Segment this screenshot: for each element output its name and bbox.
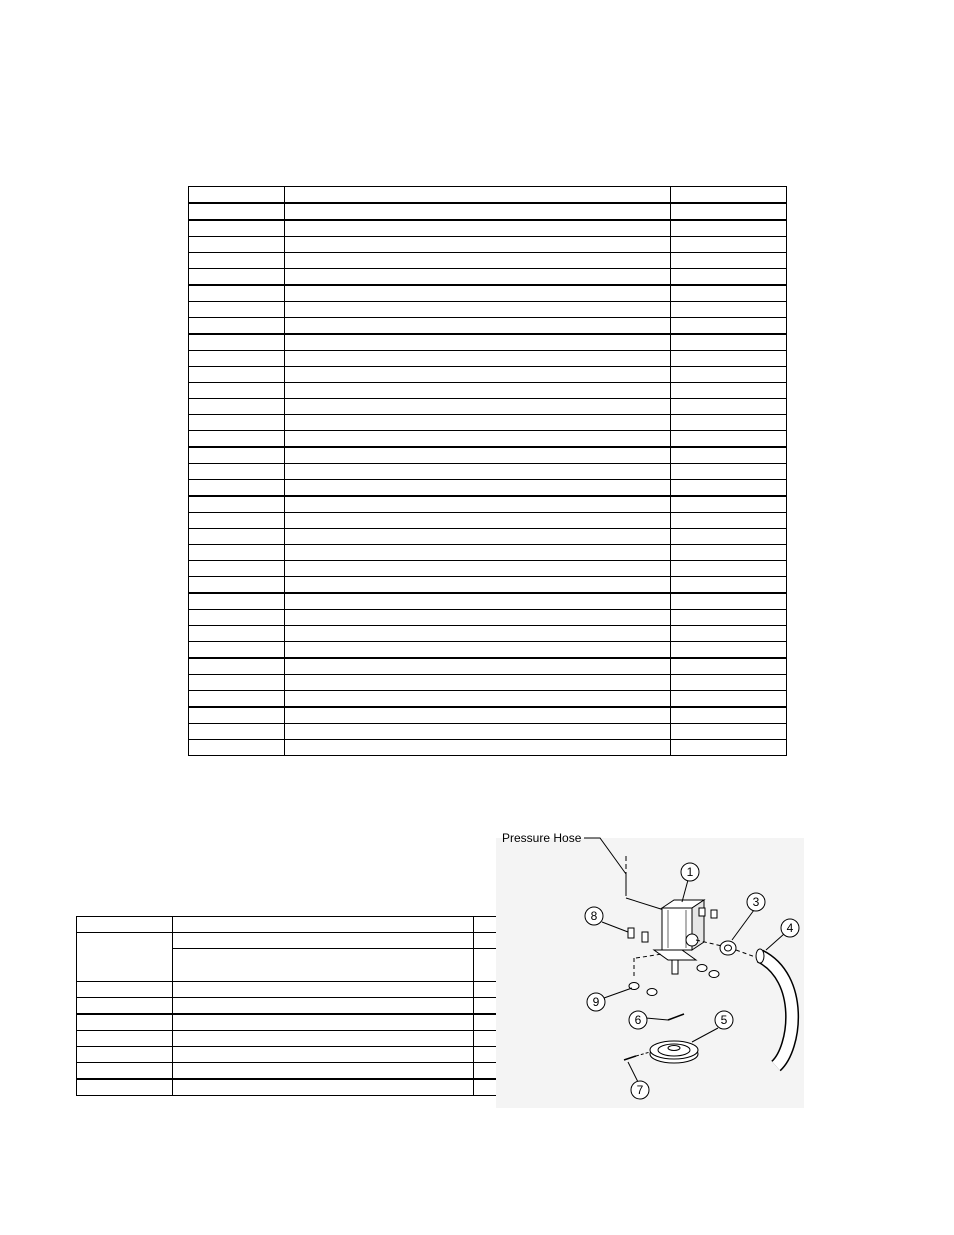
table-cell (77, 917, 173, 933)
table-cell (671, 187, 787, 204)
table-cell (189, 577, 285, 594)
table-cell (285, 318, 671, 335)
table-cell (189, 203, 285, 220)
table-cell (671, 367, 787, 383)
table-cell (189, 658, 285, 675)
table-cell (671, 642, 787, 659)
table-cell (671, 431, 787, 448)
table-cell (173, 1014, 474, 1031)
table-cell (671, 253, 787, 269)
table-row (189, 237, 787, 253)
table-row (189, 367, 787, 383)
table-cell (189, 367, 285, 383)
table-cell (671, 740, 787, 756)
parts-list-table (188, 186, 787, 756)
table-row (189, 431, 787, 448)
table-cell (671, 285, 787, 302)
table-cell (285, 203, 671, 220)
table-cell (671, 707, 787, 724)
table-cell (189, 334, 285, 351)
table-cell (189, 593, 285, 610)
table-row (189, 415, 787, 431)
table-cell (189, 237, 285, 253)
table-cell (189, 675, 285, 691)
table-cell (189, 642, 285, 659)
table-cell (285, 302, 671, 318)
table-cell (285, 285, 671, 302)
svg-text:1: 1 (686, 865, 694, 879)
table-cell (671, 203, 787, 220)
table-cell (77, 1079, 173, 1096)
table-row (189, 593, 787, 610)
table-row (189, 642, 787, 659)
pulley (650, 1041, 698, 1063)
table-cell (77, 1014, 173, 1031)
table-cell (189, 496, 285, 513)
table-row (189, 383, 787, 399)
table-cell (671, 545, 787, 561)
table-cell (173, 1031, 474, 1047)
table-cell (285, 675, 671, 691)
table-cell (77, 1047, 173, 1063)
table-cell (173, 998, 474, 1015)
table-row (189, 529, 787, 545)
table-cell (285, 399, 671, 415)
table-cell (189, 285, 285, 302)
table-cell (285, 187, 671, 204)
svg-text:5: 5 (720, 1013, 728, 1027)
table-cell (189, 610, 285, 626)
table-cell (173, 949, 474, 982)
callout-3 (747, 893, 765, 911)
table-cell (173, 1079, 474, 1096)
table-cell (671, 513, 787, 529)
table-row (189, 561, 787, 577)
hose-fitting (720, 941, 736, 955)
table-cell (189, 513, 285, 529)
table-cell (285, 707, 671, 724)
table-cell (77, 1063, 173, 1080)
table-cell (671, 529, 787, 545)
table-row (189, 285, 787, 302)
table-row (189, 691, 787, 708)
table-cell (189, 220, 285, 237)
table-cell (189, 253, 285, 269)
table-cell (189, 415, 285, 431)
table-cell (189, 545, 285, 561)
table-row (189, 496, 787, 513)
table-cell (189, 318, 285, 335)
svg-text:9: 9 (592, 995, 600, 1009)
table-cell (77, 933, 173, 982)
svg-text:8: 8 (590, 909, 598, 923)
table-cell (285, 253, 671, 269)
table-cell (285, 691, 671, 708)
table-cell (189, 302, 285, 318)
table-cell (189, 431, 285, 448)
table-cell (671, 318, 787, 335)
svg-text:4: 4 (786, 921, 794, 935)
table-cell (285, 220, 671, 237)
table-cell (285, 593, 671, 610)
table-cell (671, 302, 787, 318)
callout-5 (715, 1011, 733, 1029)
table-cell (671, 447, 787, 464)
table-cell (77, 982, 173, 998)
table-cell (285, 447, 671, 464)
table-cell (285, 269, 671, 286)
table-cell (189, 383, 285, 399)
table-cell (285, 383, 671, 399)
table-cell (285, 626, 671, 642)
diagram-background (496, 838, 804, 1108)
table-cell (285, 480, 671, 497)
table-row (189, 187, 787, 204)
pump-exploded-diagram (496, 828, 804, 1108)
table-cell (285, 513, 671, 529)
table-row (189, 610, 787, 626)
table-row (189, 740, 787, 756)
table-cell (671, 626, 787, 642)
table-cell (671, 415, 787, 431)
table-cell (189, 740, 285, 756)
svg-text:6: 6 (634, 1013, 642, 1027)
table-cell (671, 464, 787, 480)
table-cell (285, 724, 671, 740)
table-cell (189, 691, 285, 708)
table-cell (285, 610, 671, 626)
callout-8 (585, 907, 603, 925)
table-cell (671, 383, 787, 399)
callout-9 (587, 993, 605, 1011)
table-cell (189, 399, 285, 415)
table-cell (671, 351, 787, 367)
table-cell (285, 642, 671, 659)
table-cell (671, 480, 787, 497)
table-cell (285, 529, 671, 545)
table-cell (285, 545, 671, 561)
table-cell (671, 724, 787, 740)
table-row (189, 707, 787, 724)
table-cell (173, 1063, 474, 1080)
table-row (189, 351, 787, 367)
table-cell (285, 577, 671, 594)
table-cell (173, 1047, 474, 1063)
table-cell (189, 480, 285, 497)
callout-6 (629, 1011, 647, 1029)
table-row (189, 399, 787, 415)
table-row (189, 269, 787, 286)
table-cell (77, 1031, 173, 1047)
table-row (189, 447, 787, 464)
table-cell (189, 447, 285, 464)
callout-1 (681, 863, 699, 881)
table-cell (285, 496, 671, 513)
table-cell (285, 334, 671, 351)
table-cell (189, 626, 285, 642)
table-cell (189, 187, 285, 204)
table-row (189, 480, 787, 497)
table-cell (189, 464, 285, 480)
table-row (189, 577, 787, 594)
table-cell (671, 334, 787, 351)
table-cell (671, 561, 787, 577)
table-cell (671, 691, 787, 708)
table-cell (671, 675, 787, 691)
table-cell (77, 998, 173, 1015)
table-cell (189, 707, 285, 724)
table-cell (285, 367, 671, 383)
table-cell (189, 529, 285, 545)
table-row (189, 675, 787, 691)
table-row (189, 220, 787, 237)
pressure-hose-label: Pressure Hose (502, 831, 582, 845)
table-row (189, 318, 787, 335)
table-cell (285, 415, 671, 431)
table-cell (671, 269, 787, 286)
table-cell (671, 577, 787, 594)
table-row (189, 302, 787, 318)
table-row (189, 513, 787, 529)
table-row (189, 464, 787, 480)
table-cell (285, 431, 671, 448)
table-cell (285, 740, 671, 756)
table-cell (189, 724, 285, 740)
table-cell (285, 237, 671, 253)
table-cell (189, 269, 285, 286)
table-cell (671, 658, 787, 675)
table-row (189, 724, 787, 740)
svg-text:3: 3 (752, 895, 760, 909)
svg-text:7: 7 (636, 1083, 644, 1097)
callout-7 (631, 1081, 649, 1099)
table-cell (285, 658, 671, 675)
table-cell (189, 561, 285, 577)
table-cell (173, 982, 474, 998)
table-cell (671, 610, 787, 626)
table-cell (285, 464, 671, 480)
table-cell (189, 351, 285, 367)
table-row (189, 658, 787, 675)
table-cell (671, 399, 787, 415)
table-cell (671, 237, 787, 253)
table-cell (285, 561, 671, 577)
table-cell (671, 220, 787, 237)
table-cell (671, 496, 787, 513)
table-cell (671, 593, 787, 610)
table-cell (173, 933, 474, 949)
table-cell (285, 351, 671, 367)
table-row (189, 253, 787, 269)
callout-4 (781, 919, 799, 937)
table-row (189, 545, 787, 561)
table-cell (173, 917, 474, 933)
table-row (189, 334, 787, 351)
table-row (189, 203, 787, 220)
table-row (189, 626, 787, 642)
